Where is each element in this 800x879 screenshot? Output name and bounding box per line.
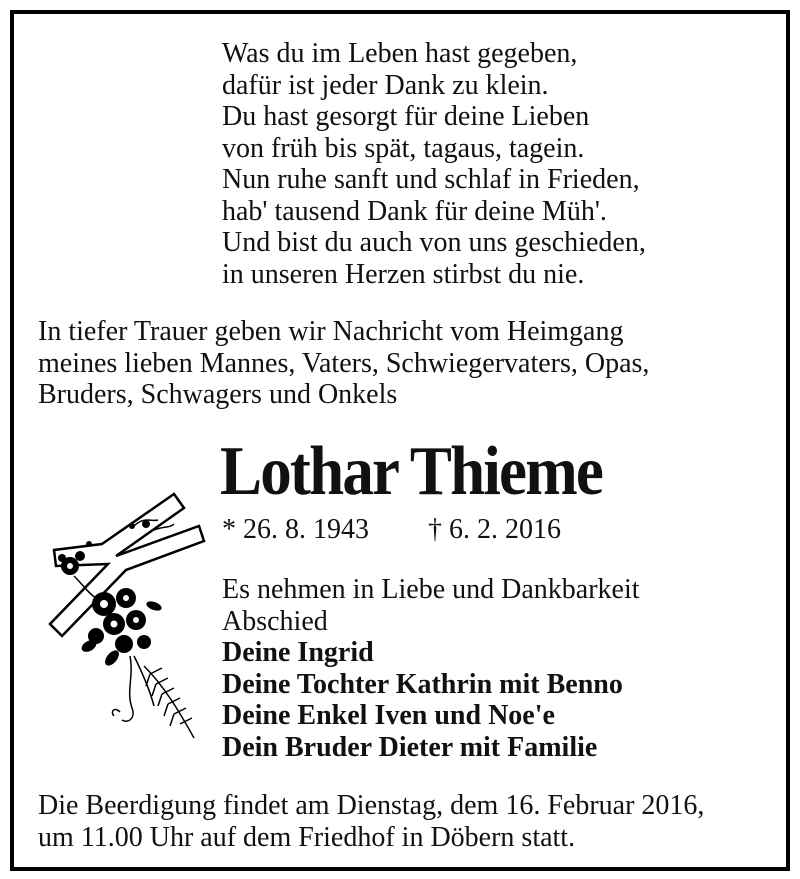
intro-line: meines lieben Mannes, Vaters, Schwiegervaters, Opas, (38, 347, 650, 379)
signer: Deine Enkel Iven und Noe'e (222, 700, 555, 731)
poem (222, 38, 646, 290)
funeral-line: Die Beerdigung findet am Dienstag, dem 16. Februar 2016, (38, 790, 705, 821)
poem-line: Nun ruhe sanft und schlaf in Frieden, (222, 164, 640, 195)
poem-line: hab' tausend Dank für deine Müh'. (222, 195, 607, 227)
farewell-text: Abschied (222, 605, 328, 637)
signer: Deine Tochter Kathrin mit Benno (222, 668, 623, 700)
farewell-text: Es nehmen in Liebe und Dankbarkeit (222, 574, 640, 605)
signer: Dein Bruder Dieter mit Familie (222, 731, 598, 763)
obituary-frame (10, 10, 790, 871)
poem-line: Was du im Leben hast gegeben, (222, 38, 578, 69)
funeral-line: um 11.00 Uhr auf dem Friedhof in Döbern statt. (38, 821, 576, 853)
deceased-name: Lothar Thieme (220, 433, 603, 510)
death-date: † 6. 2. 2016 (428, 514, 561, 545)
poem-line: von früh bis spät, tagaus, tagein. (222, 132, 585, 164)
farewell-block (222, 574, 640, 763)
birth-date: * 26. 8. 1943 (222, 514, 369, 545)
funeral-notice (38, 790, 704, 853)
intro-line: In tiefer Trauer geben wir Nachricht vom Heimgang (38, 316, 624, 347)
intro-line: Bruders, Schwagers und Onkels (38, 379, 398, 410)
poem-line: dafür ist jeder Dank zu klein. (222, 69, 549, 101)
poem-line: Du hast gesorgt für deine Lieben (222, 101, 590, 132)
poem-line: in unseren Herzen stirbst du nie. (222, 258, 585, 290)
poem-line: Und bist du auch von uns geschieden, (222, 227, 646, 258)
life-dates (222, 514, 561, 546)
signer: Deine Ingrid (222, 637, 374, 668)
announcement-intro (38, 316, 649, 411)
cross-with-roses-icon (34, 486, 209, 746)
